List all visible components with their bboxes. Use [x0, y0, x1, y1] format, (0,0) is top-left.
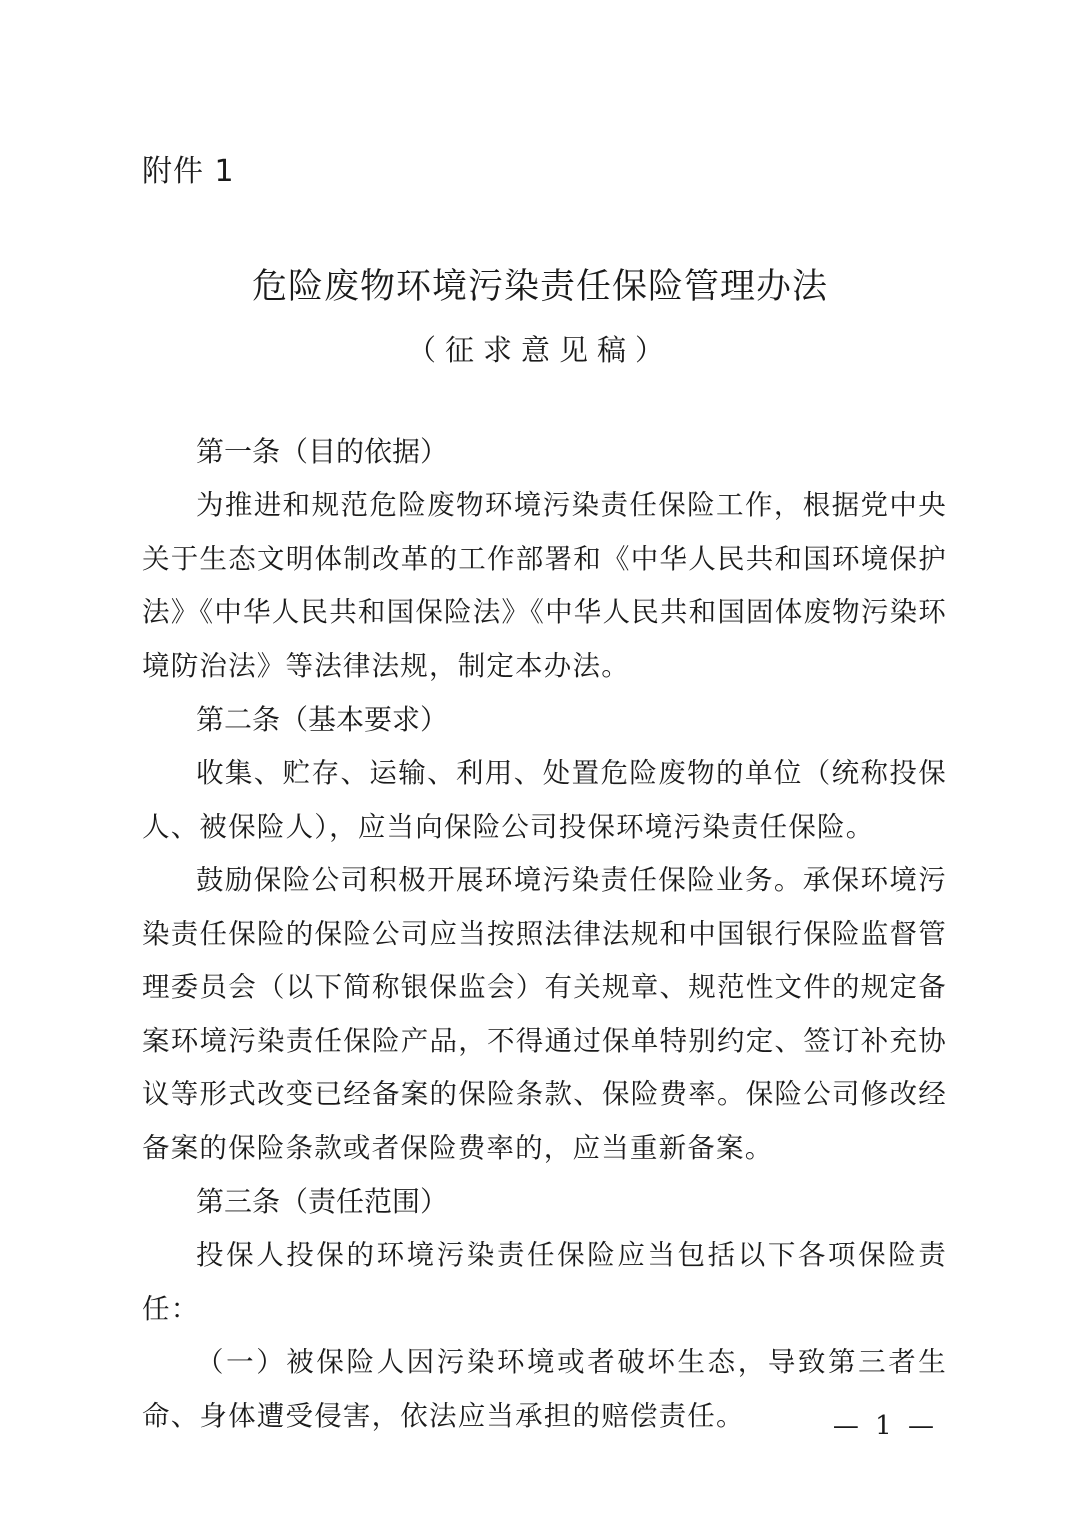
article-3 [142, 1175, 947, 1443]
article-2 [142, 693, 947, 1175]
article-paragraph: 收集、贮存、运输、利用、处置危险废物的单位（统称投保人、被保险人），应当向保险公司投保环境污染责任保险。 [142, 757, 947, 843]
document-subtitle: （征求意见稿） [406, 333, 673, 367]
article-heading: 第二条（基本要求） [196, 703, 449, 736]
article-paragraph: 投保人投保的环境污染责任保险应当包括以下各项保险责任： [142, 1239, 947, 1325]
article-paragraph: （一）被保险人因污染环境或者破坏生态，导致第三者生命、身体遭受侵害，依法应当承担的赔偿责任。 [142, 1346, 947, 1432]
page-number: — 1 — [832, 1411, 938, 1441]
article-heading: 第一条（目的依据） [196, 435, 449, 468]
attachment-label: 附件 1 [142, 154, 235, 189]
document-body [142, 425, 947, 1443]
article-paragraph: 为推进和规范危险废物环境污染责任保险工作，根据党中央关于生态文明体制改革的工作部署和《中华人民共和国环境保护法》《中华人民共和国保险法》《中华人民共和国固体废物污染环境防治法》等法律法规，制定本办法。 [142, 489, 947, 682]
article-paragraph: 鼓励保险公司积极开展环境污染责任保险业务。承保环境污染责任保险的保险公司应当按照法律法规和中国银行保险监督管理委员会（以下简称银保监会）有关规章、规范性文件的规定备案环境污染责任保险产品，不得通过保单特别约定、签订补充协议等形式改变已经备案的保险条款、保险费率。保险公司修改经备案的保险条款或者保险费率的，应当重新备案。 [142, 864, 947, 1164]
article-1 [142, 425, 947, 693]
document-title: 危险废物环境污染责任保险管理办法 [251, 267, 828, 307]
article-heading: 第三条（责任范围） [196, 1185, 449, 1218]
